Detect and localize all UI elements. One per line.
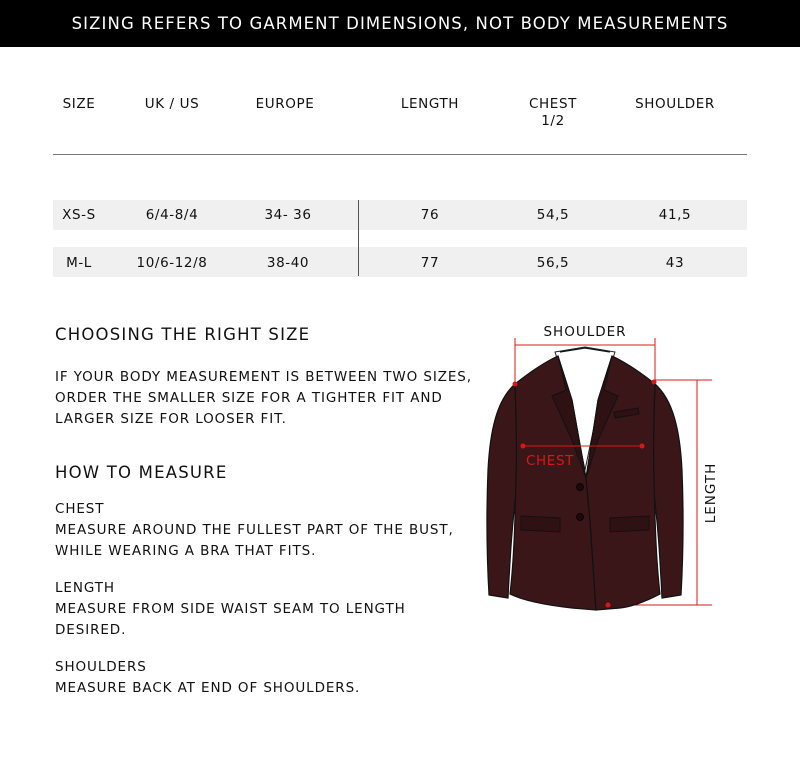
header-size: SIZE <box>62 96 96 112</box>
chest-left-dot <box>521 444 526 449</box>
header-chest <box>508 96 598 130</box>
hem-dot <box>606 603 611 608</box>
chest-label: CHEST <box>526 453 574 469</box>
length-line: DESIRED. <box>55 622 127 638</box>
right-flap-pocket <box>610 516 649 532</box>
jacket-diagram <box>470 318 730 618</box>
table-row <box>53 200 747 230</box>
length-text <box>55 599 406 641</box>
header-chest-line2: 1/2 <box>541 113 565 129</box>
choosing-line: IF YOUR BODY MEASUREMENT IS BETWEEN TWO SIZES, <box>55 369 472 385</box>
how-to-measure-title: HOW TO MEASURE <box>55 463 228 482</box>
chest-text <box>55 520 454 562</box>
header-uk-us: UK / US <box>144 96 200 112</box>
banner-text: SIZING REFERS TO GARMENT DIMENSIONS, NOT BODY MEASUREMENTS <box>71 14 729 33</box>
chest-right-dot <box>640 444 645 449</box>
length-label: LENGTH <box>703 462 719 524</box>
cell-length: 76 <box>420 207 440 223</box>
header-chest-line1: CHEST <box>529 96 577 112</box>
cell-size: XS-S <box>62 207 96 223</box>
cell-uk-us: 10/6-12/8 <box>136 255 208 271</box>
chest-line: WHILE WEARING A BRA THAT FITS. <box>55 543 317 559</box>
choosing-text <box>55 367 472 430</box>
cell-length: 77 <box>420 255 440 271</box>
table-row <box>53 247 747 277</box>
column-divider <box>358 200 359 276</box>
shoulders-title: SHOULDERS <box>55 659 147 675</box>
top-button <box>577 484 584 491</box>
cell-shoulder: 43 <box>665 255 685 271</box>
chest-title: CHEST <box>55 501 105 517</box>
cell-europe: 34- 36 <box>264 207 312 223</box>
header-shoulder: SHOULDER <box>635 96 715 112</box>
shoulders-line: MEASURE BACK AT END OF SHOULDERS. <box>55 680 361 696</box>
cell-uk-us: 6/4-8/4 <box>145 207 199 223</box>
length-title: LENGTH <box>55 580 115 596</box>
shoulders-text <box>55 678 360 699</box>
cell-chest: 54,5 <box>536 207 570 223</box>
cell-size: M-L <box>66 255 92 271</box>
shoulder-left-dot <box>513 382 518 387</box>
choosing-line: ORDER THE SMALLER SIZE FOR A TIGHTER FIT AND <box>55 390 443 406</box>
top-banner <box>0 0 800 47</box>
cell-europe: 38-40 <box>266 255 310 271</box>
cell-shoulder: 41,5 <box>658 207 692 223</box>
shoulder-label: SHOULDER <box>543 324 627 340</box>
chest-line: MEASURE AROUND THE FULLEST PART OF THE BUST, <box>55 522 454 538</box>
header-length: LENGTH <box>400 96 460 112</box>
shoulder-right-dot <box>652 380 657 385</box>
bottom-button <box>577 514 584 521</box>
choosing-line: LARGER SIZE FOR LOOSER FIT. <box>55 411 287 427</box>
header-divider <box>53 154 747 155</box>
header-europe: EUROPE <box>255 96 315 112</box>
length-line: MEASURE FROM SIDE WAIST SEAM TO LENGTH <box>55 601 406 617</box>
choosing-title: CHOOSING THE RIGHT SIZE <box>55 325 311 344</box>
left-flap-pocket <box>521 516 560 532</box>
cell-chest: 56,5 <box>536 255 570 271</box>
